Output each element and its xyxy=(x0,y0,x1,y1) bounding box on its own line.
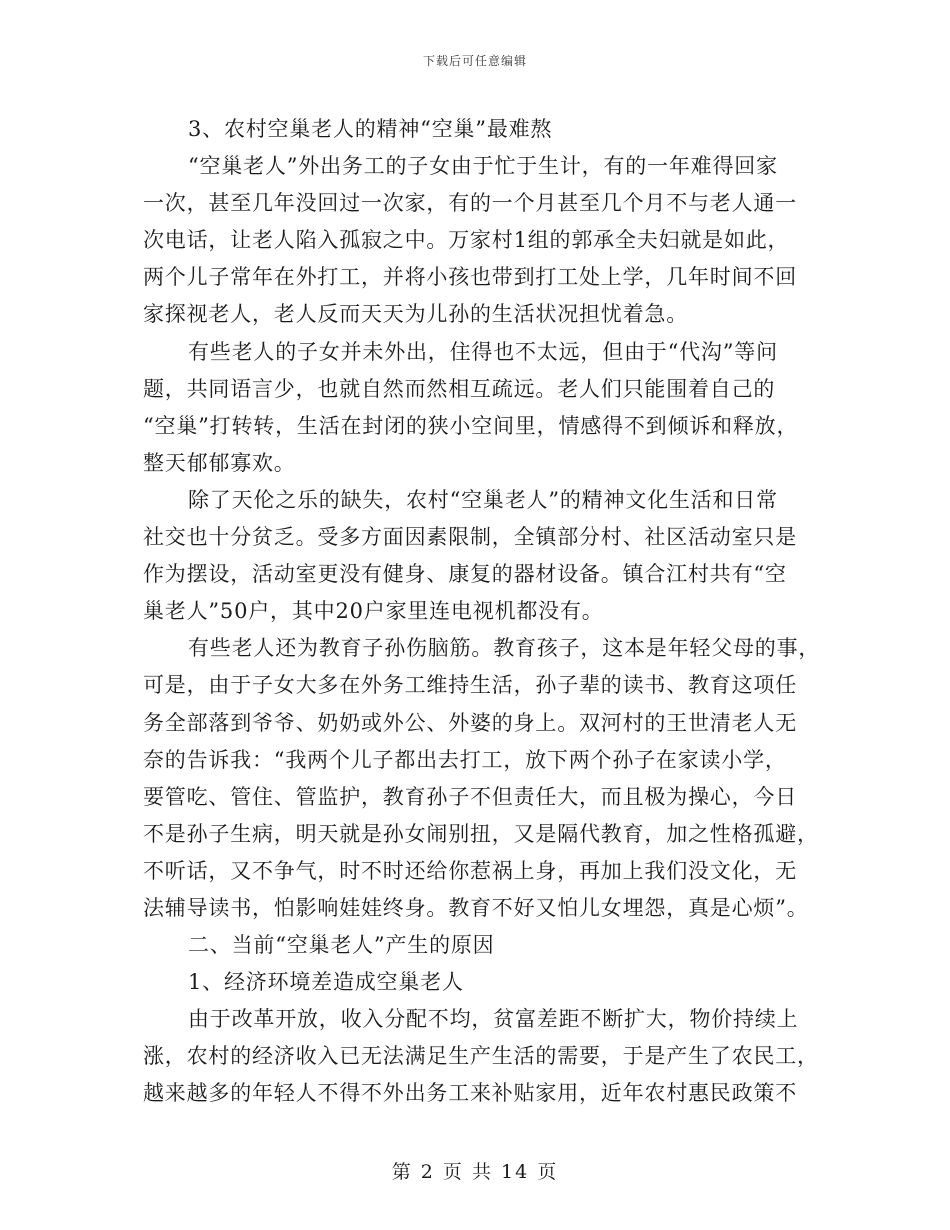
paragraph-line: 除了天伦之乐的缺失，农村“空巢老人”的精神文化生活和日常 xyxy=(188,487,778,512)
paragraph-line: 有些老人还为教育子孙伤脑筋。教育孩子，这本是年轻父母的事， xyxy=(188,636,821,661)
paragraph-line: 题，共同语言少，也就自然而然相互疏远。老人们只能围着自己的 xyxy=(143,376,776,401)
paragraph-line: 一次，甚至几年没回过一次家，有的一个月甚至几个月不与老人通一 xyxy=(143,191,797,216)
paragraph-line: “空巢”打转转，生活在封闭的狭小空间里，情感得不到倾诉和释放， xyxy=(143,413,799,438)
paragraph-line: 整天郁郁寡欢。 xyxy=(143,450,296,475)
paragraph-line: 由于改革开放，收入分配不均，贫富差距不断扩大，物价持续上 xyxy=(188,1007,799,1032)
paragraph-5 xyxy=(143,1001,819,1112)
subsection-heading-1 xyxy=(143,964,808,1001)
paragraph-3 xyxy=(143,482,808,630)
paragraph-2 xyxy=(143,334,808,482)
page-header-note: 下载后可任意编辑 xyxy=(422,54,527,68)
heading-text: 1、经济环境差造成空巢老人 xyxy=(188,970,464,995)
paragraph-1 xyxy=(143,148,808,333)
paragraph-line: 作为摆设，活动室更没有健身、康复的器材设备。镇合江村共有“空 xyxy=(143,562,787,587)
paragraph-line: 次电话，让老人陷入孤寂之中。万家村1组的郭承全夫妇就是如此， xyxy=(143,228,790,253)
paragraph-line: 涨，农村的经济收入已无法满足生产生活的需要，于是产生了农民工， xyxy=(143,1044,819,1069)
paragraph-line: 社交也十分贫乏。受多方面因素限制，全镇部分村、社区活动室只是 xyxy=(143,525,797,550)
section-heading-3 xyxy=(143,111,808,148)
section-heading-2 xyxy=(143,927,808,964)
paragraph-line: 两个儿子常年在外打工，并将小孩也带到打工处上学，几年时间不回 xyxy=(143,265,797,290)
page-number-footer: 第 2 页 共 14 页 xyxy=(391,1161,559,1183)
heading-text: 3、农村空巢老人的精神“空巢”最难熬 xyxy=(188,117,553,141)
paragraph-line: 不是孙子生病，明天就是孙女闹别扭，又是隔代教育，加之性格孤避， xyxy=(143,821,819,846)
paragraph-line: 巢老人”50户，其中20户家里连电视机都没有。 xyxy=(143,599,604,624)
paragraph-line: 要管吃、管住、管监护，教育孙子不但责任大，而且极为操心，今日 xyxy=(143,784,797,809)
paragraph-line: 奈的告诉我：“我两个儿子都出去打工，放下两个孙子在家读小学， xyxy=(143,747,787,772)
paragraph-line: 家探视老人，老人反而天天为儿孙的生活状况担忧着急。 xyxy=(143,302,688,327)
paragraph-line: 可是，由于子女大多在外务工维持生活，孙子辈的读书、教育这项任 xyxy=(143,673,797,698)
paragraph-line: 有些老人的子女并未外出，住得也不太远，但由于“代沟”等问 xyxy=(188,339,778,364)
paragraph-line: “空巢老人”外出务工的子女由于忙于生计，有的一年难得回家 xyxy=(188,154,778,179)
paragraph-4 xyxy=(143,630,821,927)
heading-text: 二、当前“空巢老人”产生的原因 xyxy=(188,933,495,958)
paragraph-line: 务全部落到爷爷、奶奶或外公、外婆的身上。双河村的王世清老人无 xyxy=(143,710,797,735)
paragraph-line: 不听话，又不争气，时不时还给你惹祸上身，再加上我们没文化，无 xyxy=(143,858,797,883)
paragraph-line: 越来越多的年轻人不得不外出务工来补贴家用，近年农村惠民政策不 xyxy=(143,1081,797,1106)
paragraph-line: 法辅导读书，怕影响娃娃终身。教育不好又怕儿女埋怨，真是心烦”。 xyxy=(143,895,809,920)
document-body xyxy=(143,111,821,1113)
